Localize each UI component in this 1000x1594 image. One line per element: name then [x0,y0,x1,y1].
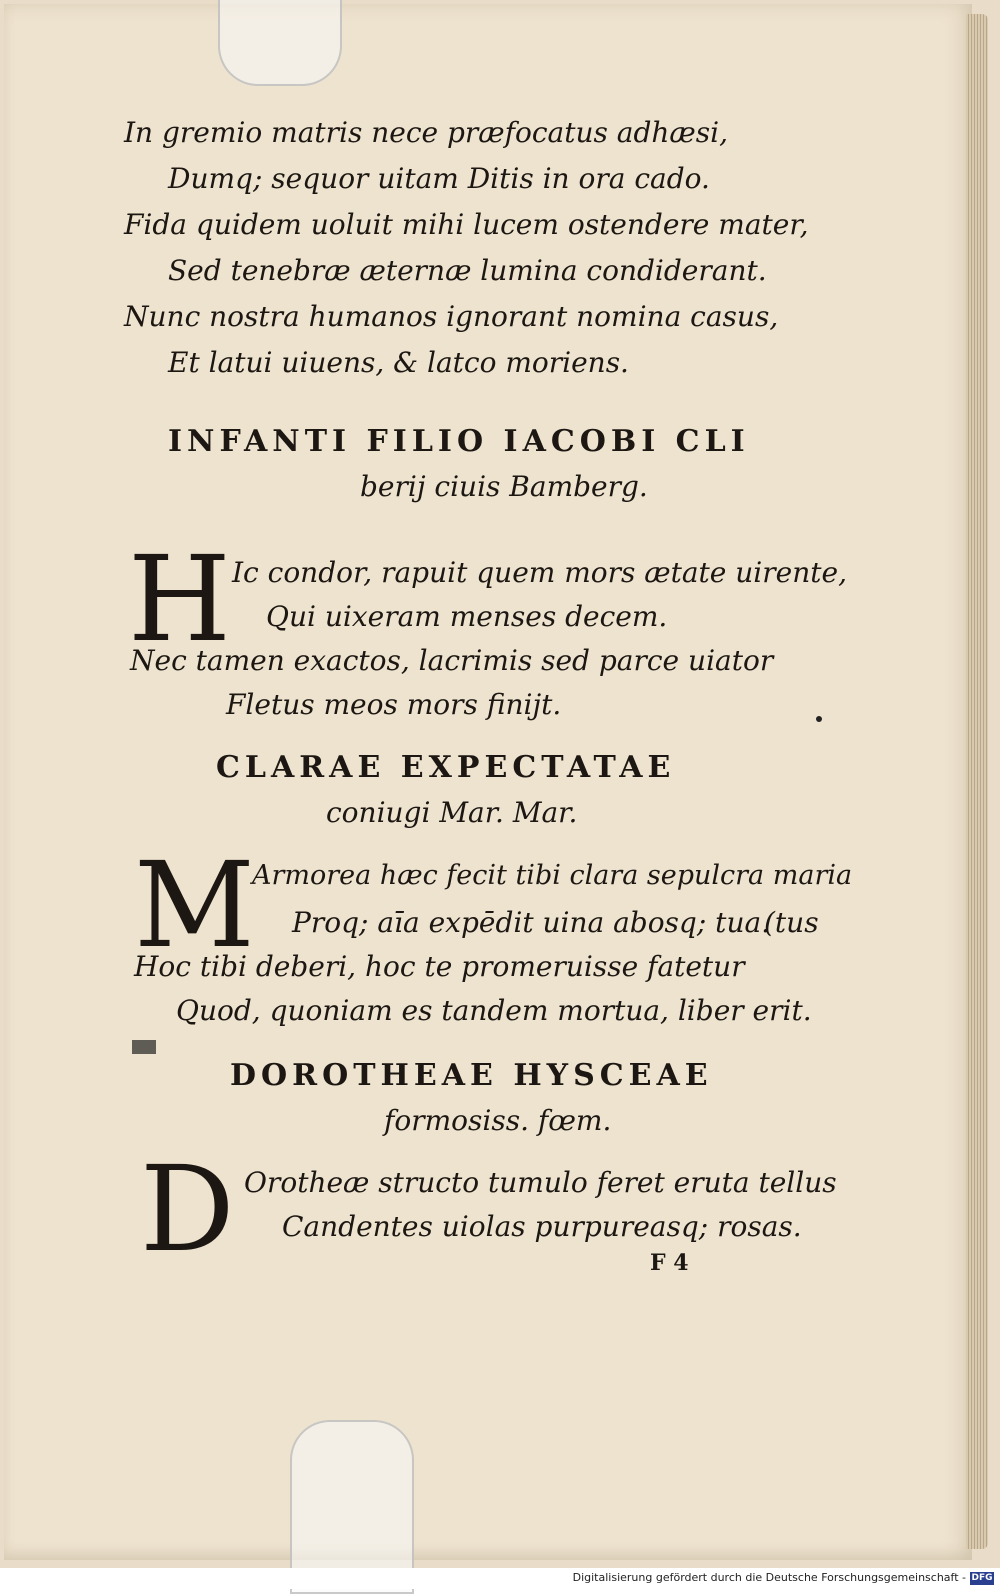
poem1-line-4: Sed tenebræ æternæ lumina condiderant. [168,254,767,287]
poem2-line-2: Qui uixeram menses decem. [266,600,668,633]
poem3-line-2: Proq; aīa expēdit uina abosq; tua. [292,906,771,939]
ink-speck [816,716,822,722]
poem4-heading: DOROTHEAE HYSCEAE [230,1058,713,1093]
poem3-line-1: Armorea hæc fecit tibi clara sepulcra maria [252,860,853,891]
poem3-line-4: Quod, quoniam es tandem mortua, liber erit. [176,994,812,1027]
poem2-line-4: Fletus meos mors finijt. [226,688,562,721]
digitization-credit: Digitalisierung gefördert durch die Deutsche Forschungsgemeinschaft - [572,1571,966,1584]
poem3-line-3: Hoc tibi deberi, hoc te promeruisse fatetur [134,950,745,983]
poem3-line-2-overflow: (tus [764,906,819,939]
poem4-line-1: Orotheæ structo tumulo feret eruta tellus [244,1166,837,1199]
signature-mark: F 4 [650,1250,689,1276]
poem2-line-3: Nec tamen exactos, lacrimis sed parce uiator [130,644,774,677]
poem1-line-6: Et latui uiuens, & latco moriens. [168,346,629,379]
poem2-line-1: Ic condor, rapuit quem mors ætate uirente, [232,556,847,589]
poem1-line-2: Dumq; sequor uitam Ditis in ora cado. [168,162,710,195]
poem1-line-3: Fida quidem uoluit mihi lucem ostendere mater, [124,208,809,241]
poem2-subheading: berij ciuis Bamberg. [360,470,648,503]
poem3-drop-cap: M [134,836,255,974]
poem1-line-5: Nunc nostra humanos ignorant nomina casus, [124,300,779,333]
dfg-logo: DFG [971,1573,993,1583]
poem4-subheading: formosiss. fœm. [384,1104,612,1137]
poem1-line-1: In gremio matris nece præfocatus adhæsi, [124,116,728,149]
poem2-drop-cap: H [128,530,231,668]
poem3-subheading: coniugi Mar. Mar. [326,796,578,829]
poem4-line-2: Candentes uiolas purpureasq; rosas. [282,1210,802,1243]
poem2-heading: INFANTI FILIO IACOBI CLI [168,424,750,459]
ink-blot [132,1040,156,1054]
poem4-drop-cap: D [140,1140,235,1278]
poem3-heading: CLARAE EXPECTATAE [216,750,676,785]
